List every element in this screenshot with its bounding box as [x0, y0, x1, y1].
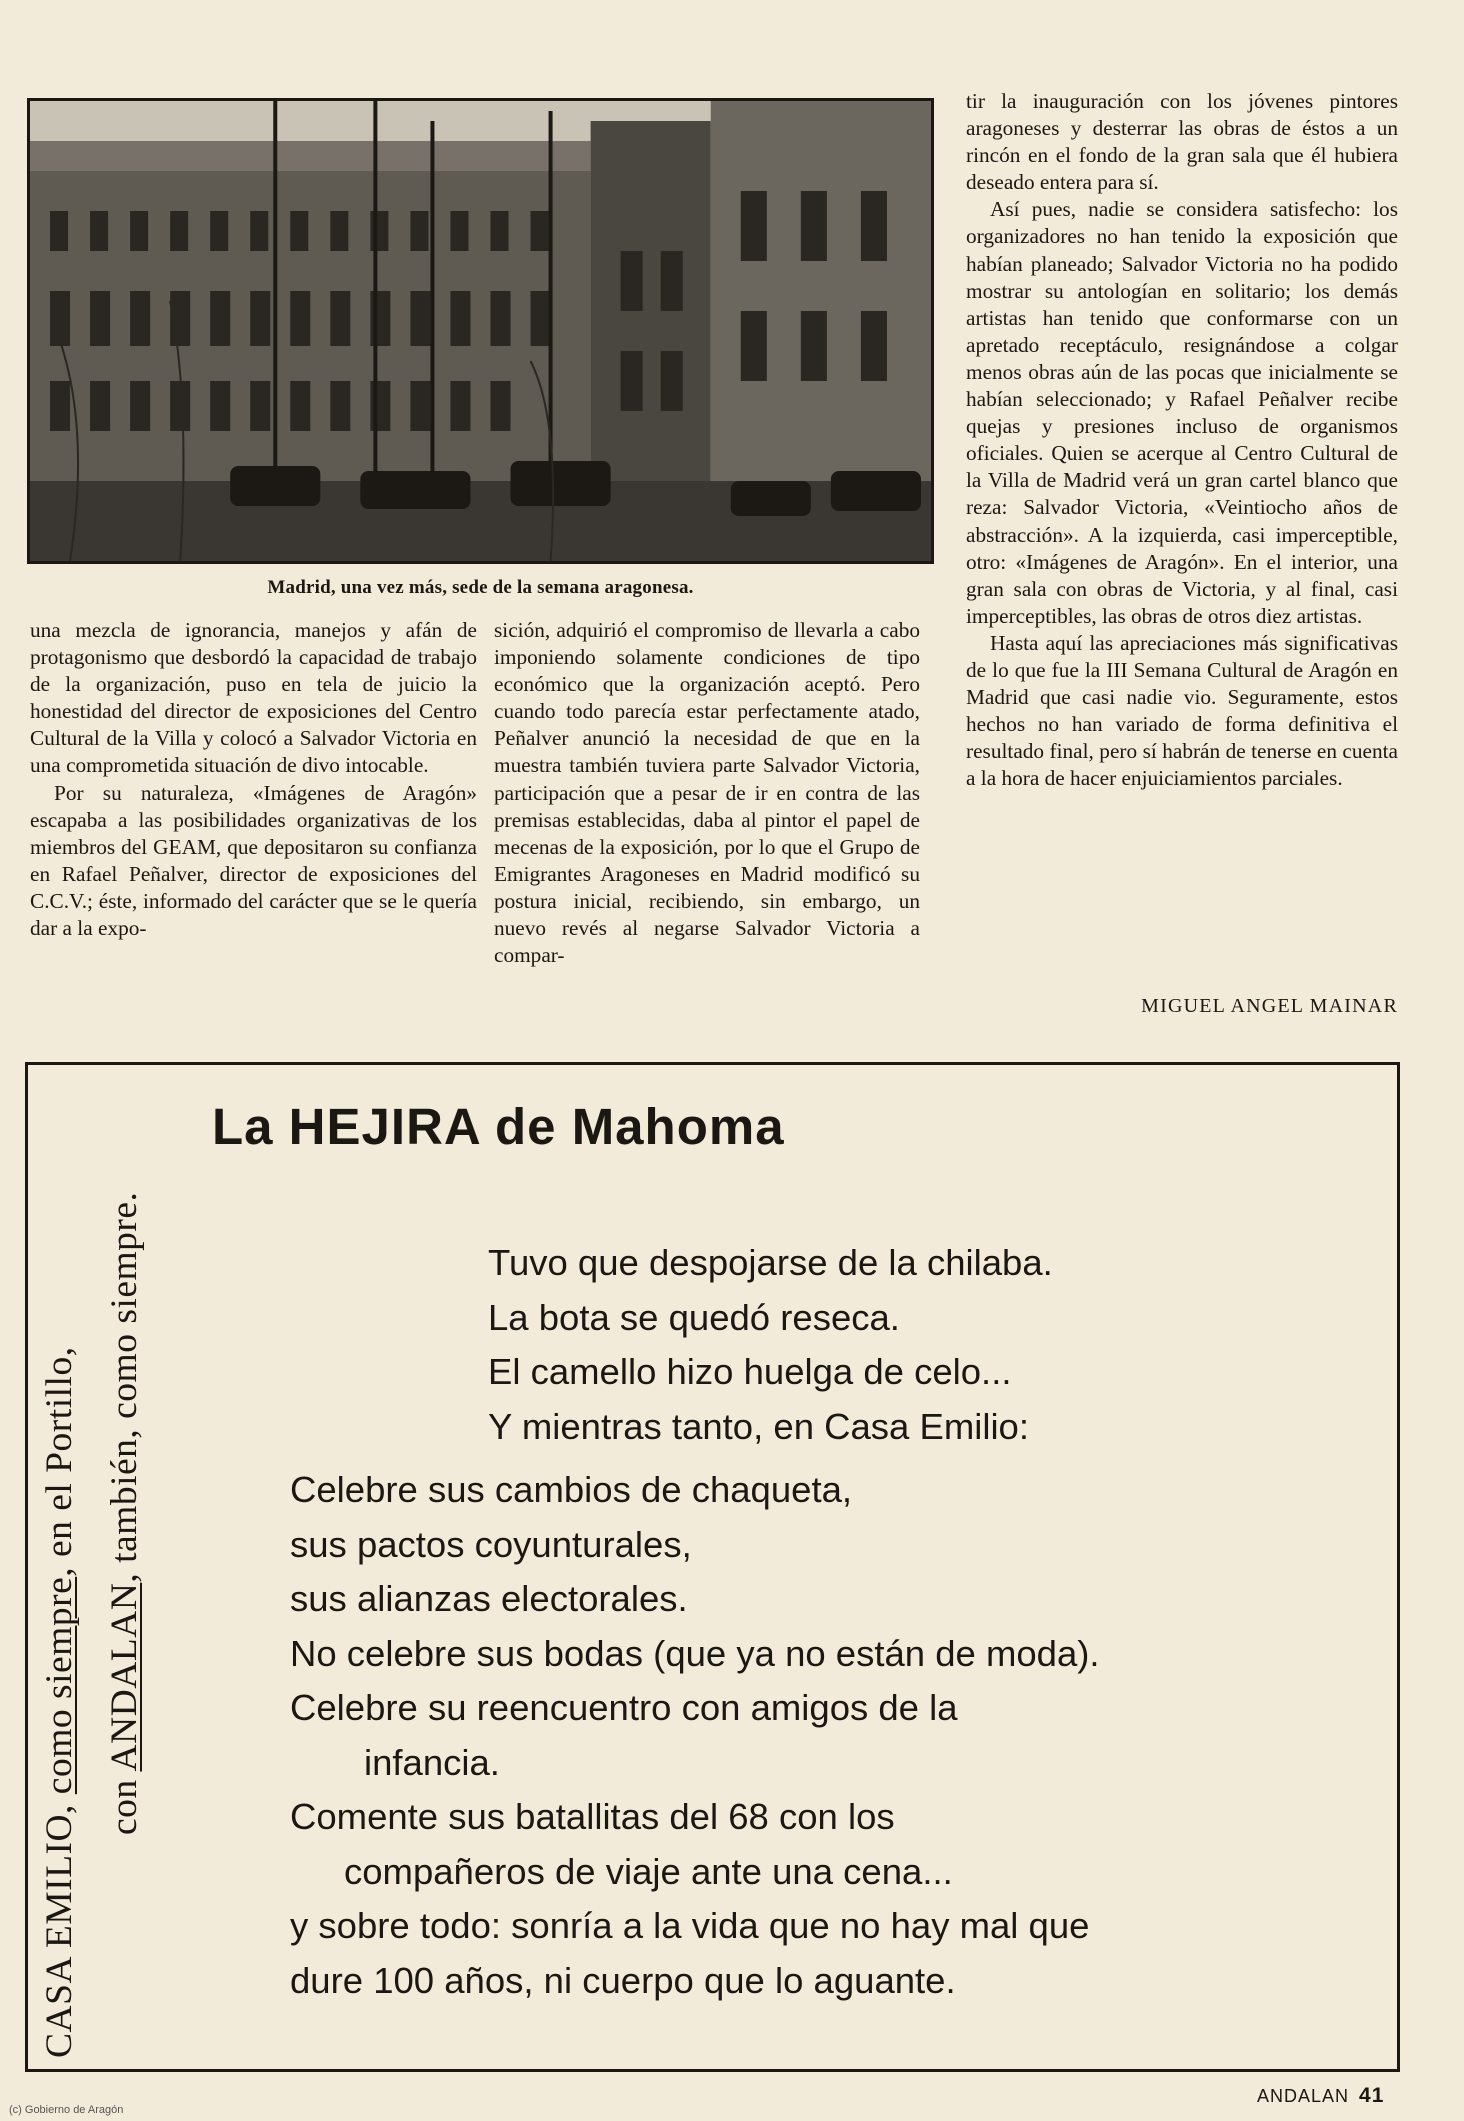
paragraph: sición, adquirió el compromiso de llevarla a cabo imponiendo solamente condiciones de tipo económico que la organización aceptó. Pero cuando todo parecía estar perfectamente atado, Peñalver anunció la necesidad de que en la muestra también tuviera parte Salvador Victoria, participación que a pesar de ir en contra de las premisas establecidas, daba al pintor el papel de mecenas de la exposición, por lo que el Grupo de Emigrantes Aragoneses en Madrid modificó su postura inicial, recibiendo, sin embargo, un nuevo revés al negarse Salvador Victoria a compar- — [494, 618, 920, 968]
slogan-underlined: ANDALAN — [104, 1582, 145, 1772]
slogan-text: CASA EMILIO, — [39, 1794, 80, 2058]
article-column-3 — [966, 88, 1398, 792]
verse-line: y sobre todo: sonría a la vida que no hay mal que — [290, 1905, 1090, 1946]
building-illustration — [30, 101, 931, 561]
madrid-building-photo — [27, 98, 934, 564]
slogan-text: , en el Portillo, — [39, 1346, 80, 1577]
paragraph: Por su naturaleza, «Imágenes de Aragón» escapaba a las posibilidades organizativas de los miembros del GEAM, que depositaron su confianza en Rafael Peñalver, director de exposiciones del C.C.V.; éste, informado del carácter que se le quería dar a la expo- — [30, 780, 477, 941]
ad-vertical-slogan-2 — [103, 1105, 146, 1835]
verse-line: El camello hizo huelga de celo... — [488, 1351, 1012, 1392]
ad-stanza-2 — [290, 1463, 1100, 2008]
verse-line: No celebre sus bodas (que ya no están de moda). — [290, 1632, 1100, 1674]
ad-vertical-slogan-1 — [38, 1073, 81, 2058]
verse-line: infancia. — [364, 1741, 500, 1783]
verse-line: Celebre sus cambios de chaqueta, — [290, 1469, 853, 1510]
author-signature: MIGUEL ANGEL MAINAR — [1141, 995, 1398, 1017]
page-footer — [1257, 2084, 1384, 2108]
paragraph: una mezcla de ignorancia, manejos y afán de protagonismo que desbordó la capacidad de trabajo de la organización, puso en tela de juicio la honestidad del director de exposiciones del Centro Cultural de la Villa y colocó a Salvador Victoria en una comprometida situación de divo intocable. — [30, 618, 477, 778]
ad-stanza-1 — [488, 1236, 1053, 1454]
photo-caption: Madrid, una vez más, sede de la semana aragonesa. — [267, 577, 694, 598]
verse-line: compañeros de viaje ante una cena... — [344, 1850, 953, 1892]
verse-line: dure 100 años, ni cuerpo que lo aguante. — [290, 1959, 956, 2001]
verse-line: Celebre su reencuentro con amigos de la — [290, 1687, 958, 1728]
slogan-text: con — [104, 1771, 145, 1835]
page-number: 41 — [1359, 2084, 1385, 2107]
paragraph: Hasta aquí las apreciaciones más significativas de lo que fue la III Semana Cultural de Aragón en Madrid que casi nadie vio. Seguramente, estos hechos no han variado de forma definitiva el resultado final, pero sí habrán de tenerse en cuenta a la hora de hacer enjuiciamientos parciales. — [966, 630, 1398, 791]
paragraph: Así pues, nadie se considera satisfecho: los organizadores no han tenido la exposición que habían planeado; Salvador Victoria no ha podido mostrar su antologían en solitario; los demás artistas han tenido que conformarse con un apretado receptáculo, resignándose a colgar menos obras aún de las pocas que inicialmente se habían seleccionado; y Rafael Peñalver recibe quejas y presiones incluso de organismos oficiales. Quien se acerque al Centro Cultural de la Villa de Madrid verá un gran cartel blanco que reza: Salvador Victoria, «Veintiocho años de abstracción». A la izquierda, casi imperceptible, otro: «Imágenes de Aragón». En el interior, una gran sala con obras de Victoria, y al final, casi imperceptibles, las obras de otros diez artistas. — [966, 197, 1398, 628]
verse-line: Tuvo que despojarse de la chilaba. — [488, 1242, 1053, 1283]
article-column-2 — [494, 617, 920, 969]
verse-line: Y mientras tanto, en Casa Emilio: — [488, 1405, 1029, 1447]
ad-title: La HEJIRA de Mahoma — [212, 1098, 785, 1155]
verse-line: La bota se quedó reseca. — [488, 1296, 900, 1338]
verse-line: Comente sus batallitas del 68 con los — [290, 1796, 895, 1837]
article-column-1 — [30, 617, 477, 942]
copyright-notice: (c) Gobierno de Aragón — [9, 2104, 124, 2116]
slogan-text: , también, como siempre. — [104, 1191, 145, 1583]
verse-line: sus pactos coyunturales, — [290, 1523, 692, 1565]
paragraph: tir la inauguración con los jóvenes pintores aragoneses y desterrar las obras de éstos a un rincón en el fondo de la gran sala que él hubiera deseado entera para sí. — [966, 89, 1398, 195]
verse-line: sus alianzas electorales. — [290, 1578, 688, 1619]
slogan-underlined: como siempre — [39, 1576, 80, 1795]
magazine-name: ANDALAN — [1257, 2086, 1350, 2106]
